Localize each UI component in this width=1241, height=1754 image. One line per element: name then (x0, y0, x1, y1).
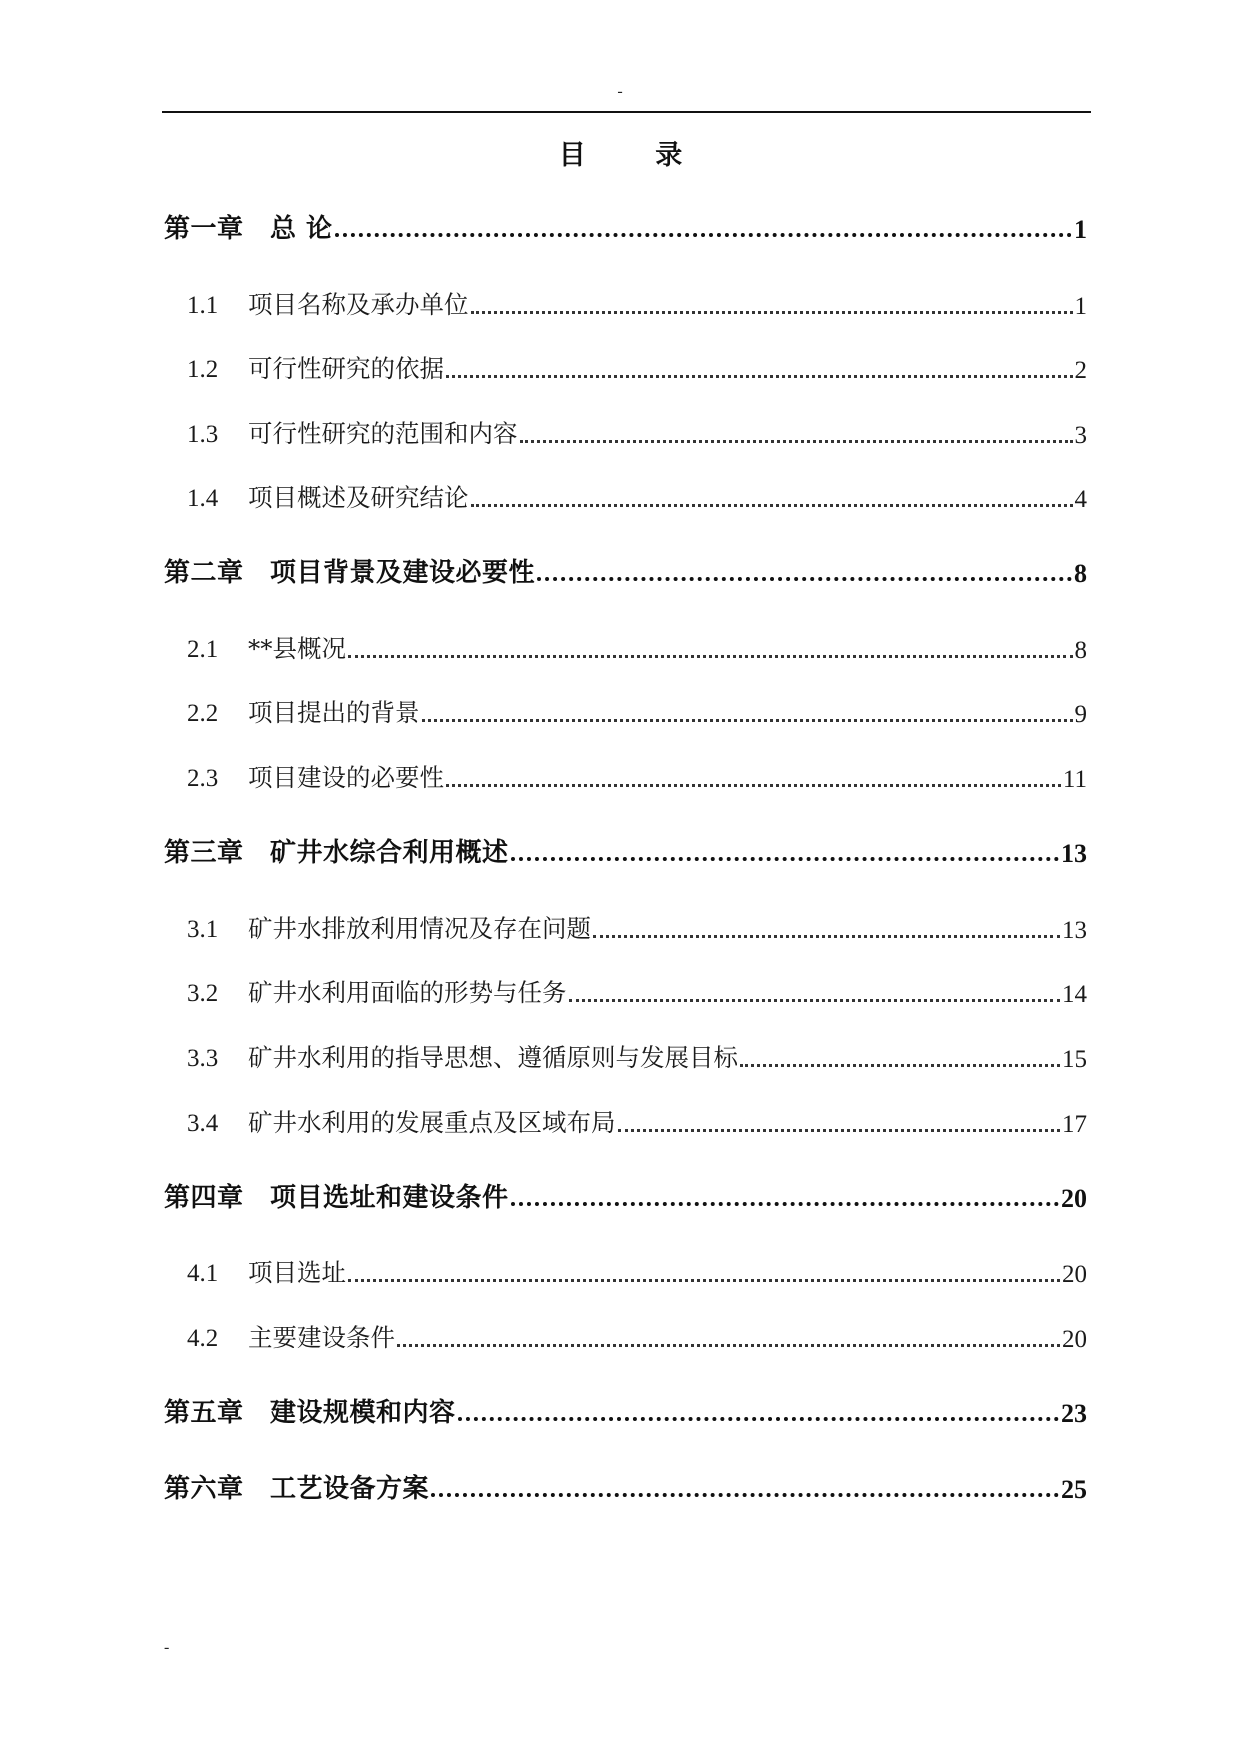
toc-entry-label: 矿井水排放利用情况及存在问题 (248, 914, 591, 943)
toc-section-number: 1.4 (187, 485, 219, 512)
toc-entry-label: 矿井水利用面临的形势与任务 (248, 978, 567, 1007)
toc-entry-label: 第一章 总 论 (164, 214, 333, 244)
toc-section-entry[interactable] (187, 625, 1087, 665)
toc-entry-title (187, 286, 469, 321)
toc-page-number: 1 (1074, 215, 1087, 244)
toc-section-number: 1.2 (187, 356, 219, 383)
toc-entry-title (187, 910, 591, 945)
toc-section-number: 1.1 (187, 292, 219, 319)
toc-entry-label: 项目名称及承办单位 (248, 290, 469, 319)
toc-dot-leader (422, 719, 1073, 722)
toc-entry-label: 矿井水利用的指导思想、遵循原则与发展目标 (248, 1043, 738, 1072)
toc-entry-label: 项目建设的必要性 (248, 763, 444, 792)
toc-section-number: 4.2 (187, 1325, 219, 1352)
toc-entry-title (187, 1104, 616, 1139)
toc-dot-leader (520, 440, 1073, 443)
toc-section-entry[interactable] (187, 410, 1087, 450)
toc-entry-label: 可行性研究的依据 (248, 354, 444, 383)
toc-entry-title (187, 350, 444, 385)
toc-entry-label: 第四章 项目选址和建设条件 (164, 1183, 509, 1213)
toc-dot-leader (431, 1493, 1059, 1497)
toc-entry-title (187, 1039, 738, 1074)
toc-section-number: 3.1 (187, 916, 219, 943)
toc-section-entry[interactable] (187, 1314, 1087, 1354)
toc-entry-label: 第六章 工艺设备方案 (164, 1474, 430, 1504)
toc-dot-leader (569, 999, 1061, 1002)
toc-entry-title (187, 759, 444, 794)
toc-dot-leader (348, 1279, 1060, 1282)
header-rule (162, 111, 1091, 113)
toc-dot-leader (348, 655, 1073, 658)
toc-page-number: 13 (1062, 917, 1087, 944)
toc-entry-title (164, 208, 333, 245)
toc-section-entry[interactable] (187, 689, 1087, 729)
toc-chapter-entry[interactable] (164, 829, 1087, 869)
toc-page-number: 9 (1074, 701, 1087, 728)
toc-section-entry[interactable] (187, 1099, 1087, 1139)
toc-entry-label: 项目概述及研究结论 (248, 483, 469, 512)
toc-section-entry[interactable] (187, 905, 1087, 945)
toc-chapter-entry[interactable] (164, 549, 1087, 589)
toc-entry-label: 可行性研究的范围和内容 (248, 419, 518, 448)
toc-section-number: 2.3 (187, 765, 219, 792)
page-title: 目 录 (558, 140, 713, 171)
toc-section-entry[interactable] (187, 754, 1087, 794)
toc-page-number: 11 (1062, 766, 1087, 793)
toc-page-number: 14 (1062, 981, 1087, 1008)
toc-chapter-entry[interactable] (164, 1465, 1087, 1505)
toc-dot-leader (471, 504, 1073, 507)
toc-chapter-entry[interactable] (164, 1174, 1087, 1214)
toc-chapter-entry[interactable] (164, 205, 1087, 245)
toc-entry-title (164, 832, 509, 869)
toc-entry-label: 第二章 项目背景及建设必要性 (164, 558, 536, 588)
toc-entry-title (187, 694, 420, 729)
toc-section-number: 1.3 (187, 421, 219, 448)
header-mark: - (617, 83, 623, 100)
toc-page-number: 13 (1061, 839, 1087, 868)
toc-section-number: 3.2 (187, 980, 219, 1007)
toc-page-number: 3 (1074, 422, 1087, 449)
toc-dot-leader (511, 857, 1059, 861)
toc-page-number: 4 (1074, 486, 1087, 513)
toc-entry-label: 项目选址 (248, 1258, 346, 1287)
toc-section-number: 2.1 (187, 636, 219, 663)
toc-entry-title (187, 1319, 395, 1354)
toc-page-number: 1 (1074, 293, 1087, 320)
toc-section-entry[interactable] (187, 474, 1087, 514)
toc-section-number: 2.2 (187, 700, 219, 727)
toc-entry-title (187, 974, 567, 1009)
toc-dot-leader (511, 1202, 1059, 1206)
toc-entry-label: 主要建设条件 (248, 1323, 395, 1352)
toc-page-number: 20 (1062, 1326, 1087, 1353)
toc-entry-title (164, 1392, 456, 1429)
toc-page-number: 20 (1062, 1261, 1087, 1288)
toc-entry-title (164, 552, 535, 589)
toc-section-entry[interactable] (187, 1034, 1087, 1074)
toc-page-number: 23 (1061, 1399, 1087, 1428)
toc-chapter-entry[interactable] (164, 1389, 1087, 1429)
footer-mark: - (164, 1639, 170, 1656)
toc-dot-leader (335, 233, 1072, 237)
toc-page-number: 15 (1062, 1046, 1087, 1073)
toc-dot-leader (397, 1344, 1060, 1347)
toc-page-number: 2 (1074, 357, 1087, 384)
toc-section-entry[interactable] (187, 969, 1087, 1009)
toc-entry-title (187, 630, 346, 665)
toc-dot-leader (618, 1129, 1061, 1132)
toc-page-number: 25 (1061, 1475, 1087, 1504)
toc-entry-label: **县概况 (248, 634, 346, 663)
toc-dot-leader (537, 577, 1072, 581)
toc-entry-label: 第三章 矿井水综合利用概述 (164, 838, 509, 868)
toc-entry-title (187, 415, 518, 450)
toc-entry-title (187, 479, 469, 514)
toc-dot-leader (593, 935, 1060, 938)
toc-dot-leader (471, 311, 1073, 314)
toc-section-entry[interactable] (187, 345, 1087, 385)
toc-section-entry[interactable] (187, 281, 1087, 321)
toc-entry-title (164, 1468, 429, 1505)
toc-entry-label: 项目提出的背景 (248, 698, 420, 727)
toc-dot-leader (458, 1417, 1059, 1421)
toc-page-number: 17 (1062, 1111, 1087, 1138)
toc-section-entry[interactable] (187, 1249, 1087, 1289)
toc-dot-leader (740, 1064, 1060, 1067)
toc-entry-title (164, 1177, 509, 1214)
toc-entry-title (187, 1254, 346, 1289)
toc-entry-label: 矿井水利用的发展重点及区域布局 (248, 1108, 616, 1137)
toc-page-number: 20 (1061, 1184, 1087, 1213)
toc-entry-label: 第五章 建设规模和内容 (164, 1398, 456, 1428)
toc-section-number: 3.3 (187, 1045, 219, 1072)
toc-section-number: 4.1 (187, 1260, 219, 1287)
toc-dot-leader (446, 784, 1061, 787)
toc-section-number: 3.4 (187, 1110, 219, 1137)
toc-page-number: 8 (1074, 637, 1087, 664)
toc-dot-leader (446, 375, 1073, 378)
toc-page-number: 8 (1074, 559, 1087, 588)
